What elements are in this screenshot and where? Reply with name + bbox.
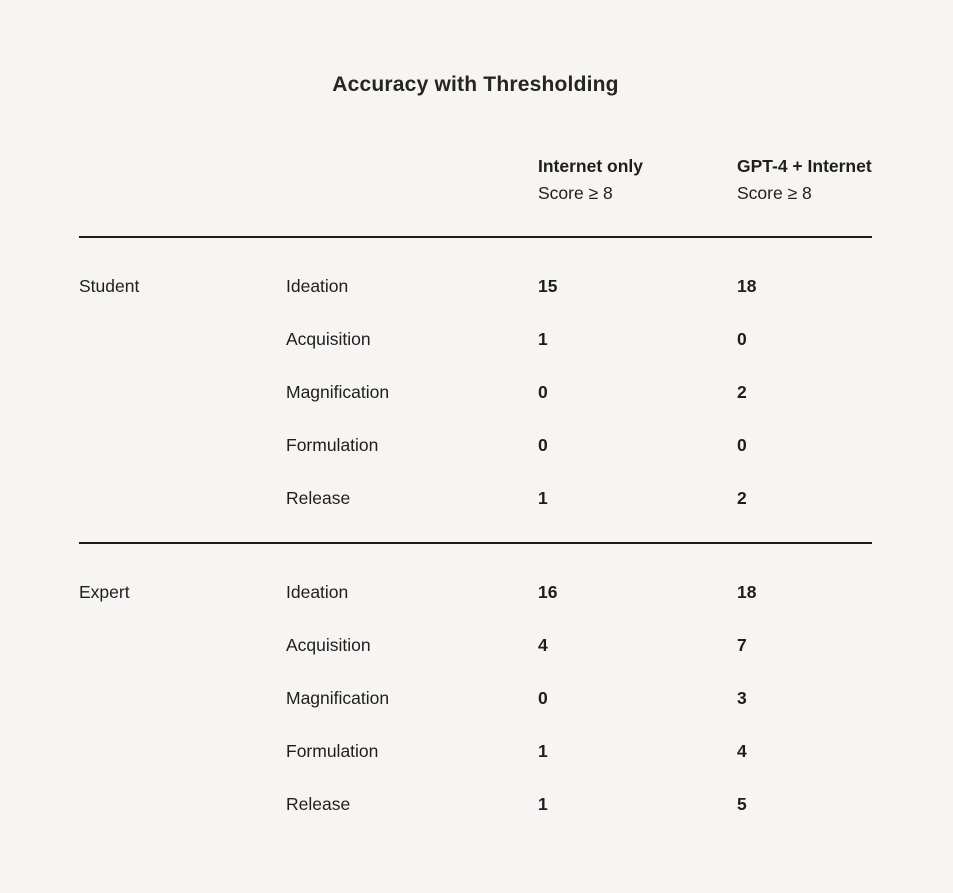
stage-label: Acquisition <box>286 634 371 655</box>
value-gpt4-internet: 18 <box>737 275 757 296</box>
value-internet-only: 1 <box>538 328 548 349</box>
stage-label: Formulation <box>286 434 379 455</box>
value-internet-only: 16 <box>538 581 558 602</box>
row-group-label: Expert <box>79 581 130 602</box>
table-row <box>79 724 872 777</box>
value-internet-only: 4 <box>538 634 548 655</box>
column-label: Internet only <box>538 156 644 176</box>
table-header-row <box>79 153 872 207</box>
column-label: GPT-4 + Internet <box>737 156 872 176</box>
value-internet-only: 1 <box>538 793 548 814</box>
table-row <box>79 618 872 671</box>
value-internet-only: 0 <box>538 381 548 402</box>
value-gpt4-internet: 0 <box>737 328 747 349</box>
value-internet-only: 1 <box>538 487 548 508</box>
column-threshold: Score ≥ 8 <box>737 183 812 203</box>
value-gpt4-internet: 3 <box>737 687 747 708</box>
stage-label: Ideation <box>286 581 349 602</box>
table-row <box>79 671 872 724</box>
table-row <box>79 777 872 830</box>
value-gpt4-internet: 7 <box>737 634 747 655</box>
column-threshold: Score ≥ 8 <box>538 183 613 203</box>
value-internet-only: 0 <box>538 687 548 708</box>
table-row <box>79 418 872 471</box>
stage-label: Release <box>286 793 351 814</box>
stage-label: Acquisition <box>286 328 371 349</box>
value-internet-only: 0 <box>538 434 548 455</box>
value-gpt4-internet: 5 <box>737 793 747 814</box>
table-row <box>79 259 872 312</box>
column-header-gpt4-internet <box>737 153 872 207</box>
table-row <box>79 471 872 524</box>
value-gpt4-internet: 2 <box>737 381 747 402</box>
table-row <box>79 312 872 365</box>
stage-label: Release <box>286 487 351 508</box>
stage-label: Magnification <box>286 687 390 708</box>
value-internet-only: 15 <box>538 275 558 296</box>
row-group-label: Student <box>79 275 140 296</box>
value-internet-only: 1 <box>538 740 548 761</box>
figure-title: Accuracy with Thresholding <box>332 73 619 96</box>
value-gpt4-internet: 18 <box>737 581 757 602</box>
stage-label: Formulation <box>286 740 379 761</box>
column-header-internet-only <box>538 153 737 207</box>
value-gpt4-internet: 4 <box>737 740 747 761</box>
value-gpt4-internet: 0 <box>737 434 747 455</box>
stage-label: Magnification <box>286 381 390 402</box>
student-section <box>79 238 872 542</box>
stage-label: Ideation <box>286 275 349 296</box>
table-row <box>79 565 872 618</box>
expert-section <box>79 544 872 848</box>
table-row <box>79 365 872 418</box>
value-gpt4-internet: 2 <box>737 487 747 508</box>
